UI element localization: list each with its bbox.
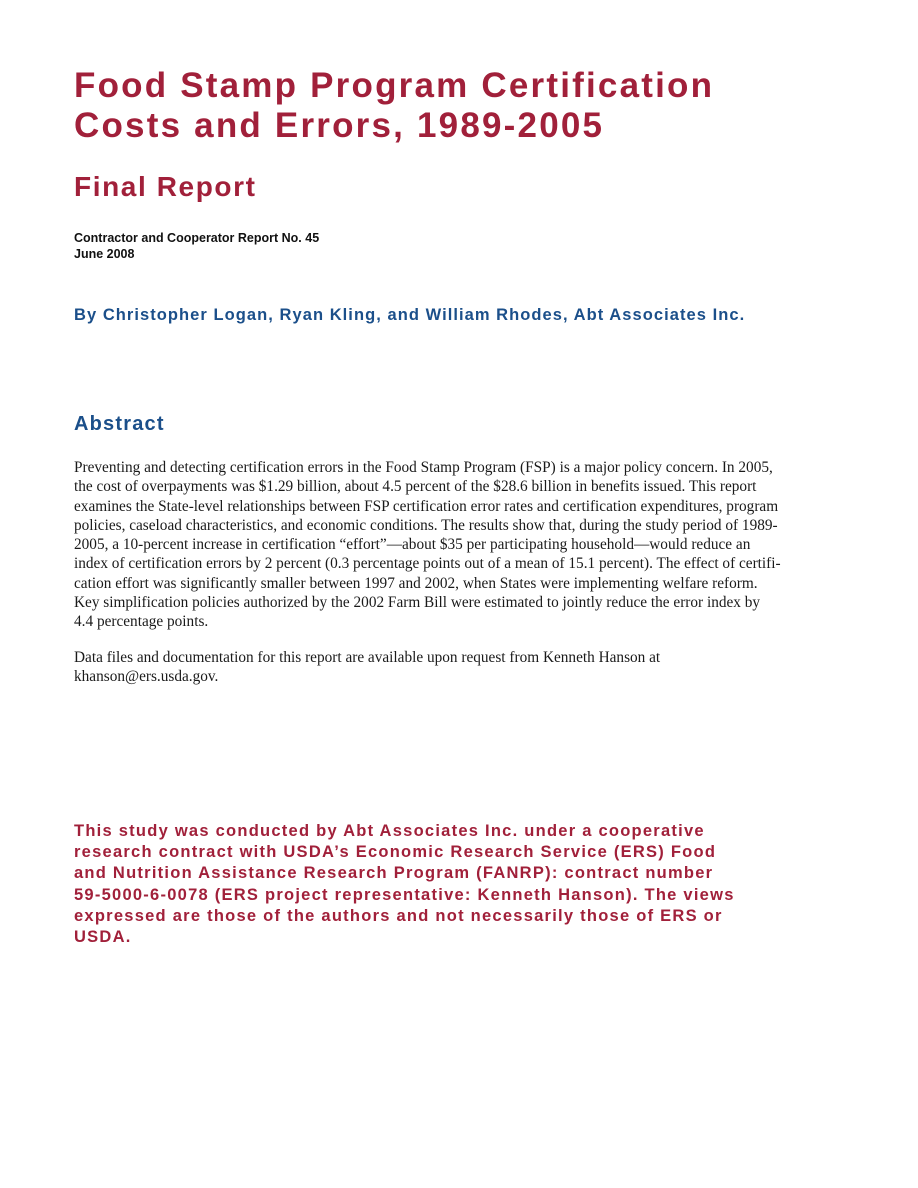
abstract-paragraph-2 bbox=[74, 648, 852, 687]
abstract-line: Key simplification policies authorized by the 2002 Farm Bill were estimated to jointly reduce the error index by bbox=[74, 594, 761, 612]
abstract-line: the cost of overpayments was $1.29 billion, about 4.5 percent of the $28.6 billion in benefits issued. This report bbox=[74, 478, 757, 496]
report-title-line-2: Costs and Errors, 1989-2005 bbox=[74, 106, 605, 145]
contact-email-line: khanson@ers.usda.gov. bbox=[74, 667, 219, 685]
credit-line: This study was conducted by Abt Associates Inc. under a cooperative bbox=[74, 822, 705, 840]
credit-line: expressed are those of the authors and not necessarily those of ERS or bbox=[74, 906, 723, 925]
report-title bbox=[74, 66, 854, 146]
credit-line: USDA. bbox=[74, 928, 132, 947]
abstract-line: index of certification errors by 2 percent (0.3 percentage points out of a mean of 15.1 percent). The effect of certifi- bbox=[74, 555, 781, 573]
abstract-line: 2005, a 10-percent increase in certification “effort”—about $35 per participating household—would reduce an bbox=[74, 536, 751, 554]
report-title-line-1: Food Stamp Program Certification bbox=[74, 66, 715, 105]
credit-line: research contract with USDA’s Economic Research Service (ERS) Food bbox=[74, 843, 717, 862]
report-subtitle: Final Report bbox=[74, 171, 257, 202]
report-date: June 2008 bbox=[74, 247, 135, 261]
abstract-line: cation effort was significantly smaller between 1997 and 2002, when States were implementing welfare reform. bbox=[74, 574, 758, 592]
abstract-line: Data files and documentation for this report are available upon request from Kenneth Hanson at bbox=[74, 648, 661, 666]
abstract-line: 4.4 percentage points. bbox=[74, 613, 209, 631]
abstract-heading: Abstract bbox=[74, 413, 165, 435]
author-byline: By Christopher Logan, Ryan Kling, and William Rhodes, Abt Associates Inc. bbox=[74, 306, 746, 324]
report-metadata bbox=[74, 230, 319, 262]
abstract-line: policies, caseload characteristics, and economic conditions. The results show that, during the study period of 1989- bbox=[74, 516, 778, 534]
abstract-body bbox=[74, 458, 852, 702]
credit-line: and Nutrition Assistance Research Program (FANRP): contract number bbox=[74, 864, 714, 883]
credit-line: 59-5000-6-0078 (ERS project representative: Kenneth Hanson). The views bbox=[74, 885, 735, 904]
abstract-line: Preventing and detecting certification errors in the Food Stamp Program (FSP) is a major policy concern. In 2005, bbox=[74, 459, 773, 476]
abstract-paragraph-1 bbox=[74, 458, 852, 632]
abstract-line: examines the State-level relationships between FSP certification error rates and certification expenditures, program bbox=[74, 497, 779, 515]
study-credit-statement bbox=[74, 821, 854, 948]
report-series-number: Contractor and Cooperator Report No. 45 bbox=[74, 231, 320, 245]
